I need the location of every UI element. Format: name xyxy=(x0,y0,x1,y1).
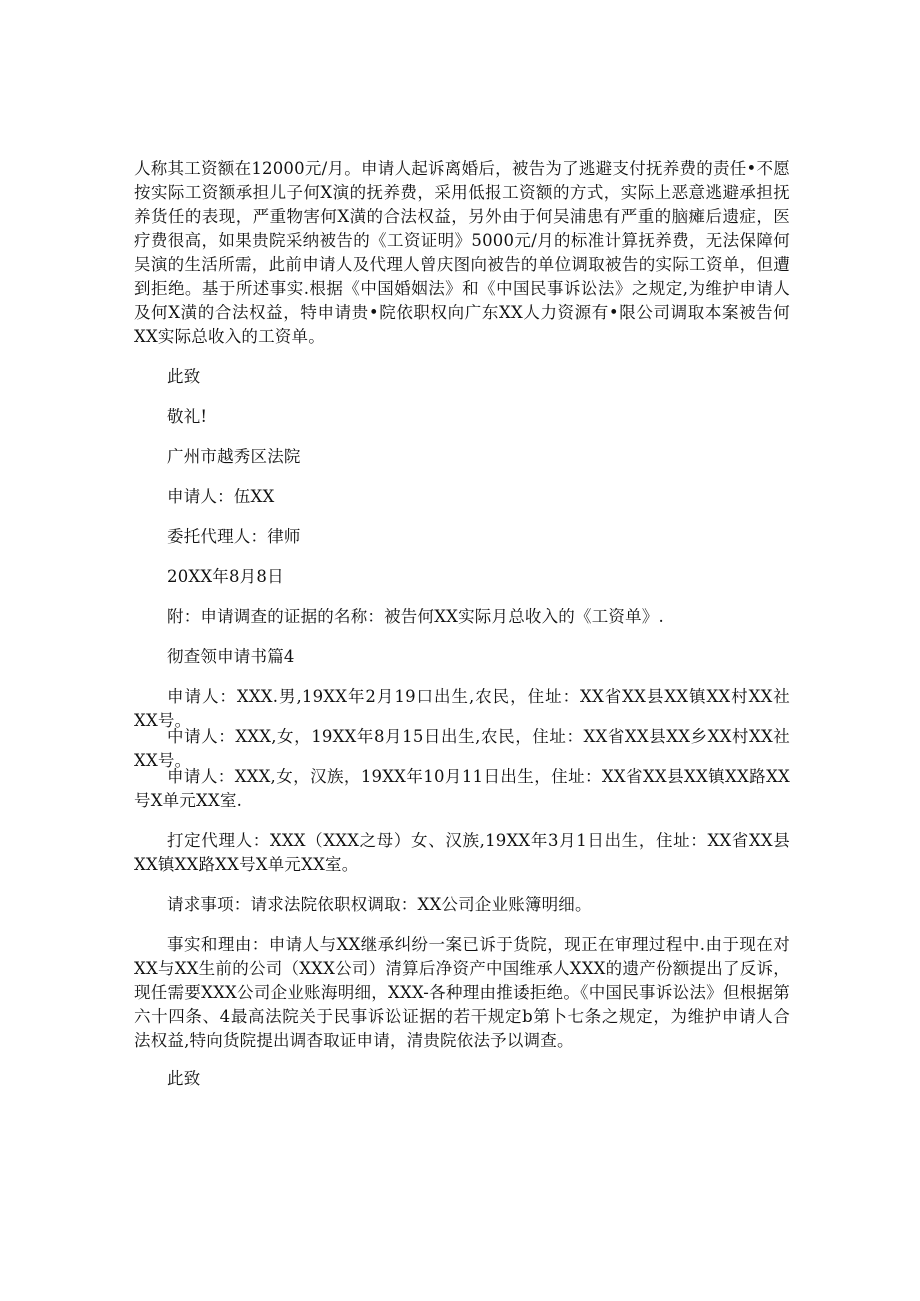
attachment-note: 附：申请调查的证据的名称：被告何XX实际月总收入的《工资单》. xyxy=(167,607,664,626)
applicant-2: 中请人：XXX,女，19XX年8月15日出生,农民，住址：XX省XX县XX乡XX村XX社XX号。 xyxy=(134,727,790,770)
applicant-3: 申请人：XXX,女，汉族，19XX年10月11日出生，住址：XX省XX县XX镇XX路XX号X单元XX室. xyxy=(134,767,790,810)
legal-agent: 打定代理人：XXX（XXX之母）女、汉族,19XX年3月1日出生，住址：XX省XX县XX镇XX路XX号X单元XX室。 xyxy=(134,831,790,874)
applicant-1: 申请人：XXX.男,19XX年2月19口出生,农民，住址：XX省XX县XX镇XX村XX社XX号。 xyxy=(134,687,790,730)
paragraph-salary-facts: 人称其工资额在12000元/月。申请人起诉离婚后，被告为了逃避支付抚养费的责任•不愿按实际工资额承担儿子何X演的抚养费，采用低报工资额的方式，实际上恶意逃避承担抚养货任的表现，严重物害何X潢的合法权益，另外由于何吴浦患有严重的脑瘫后遗症，医疗费很高，如果贵院采纳被告的《工资证明》5000元/月的标准计算抚养费，无法保障何吴演的生活所需，此前申请人及代理人曾庆图向被告的单位调取被告的实际工资单，但遭到拒绝。基于所述事实.根据《中国婚姻法》和《中国民事诉讼法》之规定,为维护申请人及何X潢的合法权益，特申请贵•院依职权向广东XX人力资源有•限公司调取本案被告何XX实际总收入的工资单。 xyxy=(134,159,790,346)
closing-regards: 敬礼! xyxy=(167,407,208,426)
request-items: 请求事项：请求法院依职权调取：XX公司企业账簿明细。 xyxy=(167,895,592,914)
facts-and-reasons: 事实和理由：申请人与XX继承纠纷一案已诉于货院，现正在审理过程中.由于现在对XX与XX生前的公司（XXX公司）清算后净资产中国维承人XXX的遗产份额提出了反诉，现任需要XXX公司企业账海明细，XXX-各种理由推诿拒绝。《中国民事诉讼法》但根据第六十四条、4最高法院关于民事诉讼证据的若干规定b第卜七条之规定，为维护申请人合法权益,特向货院提出调杳取证申请，清贵院依法予以调查。 xyxy=(134,935,790,1050)
closing-salutation-2: 此致 xyxy=(167,1069,201,1088)
closing-salutation: 此致 xyxy=(167,367,201,386)
applicant-signature: 申请人：伍XX xyxy=(167,487,275,506)
court-name: 广州市越秀区法院 xyxy=(167,447,301,466)
section-title: 彻查领申请书篇4 xyxy=(167,647,295,666)
agent-signature: 委托代理人：律师 xyxy=(167,527,301,546)
document-date: 20XX年8月8日 xyxy=(167,567,284,586)
